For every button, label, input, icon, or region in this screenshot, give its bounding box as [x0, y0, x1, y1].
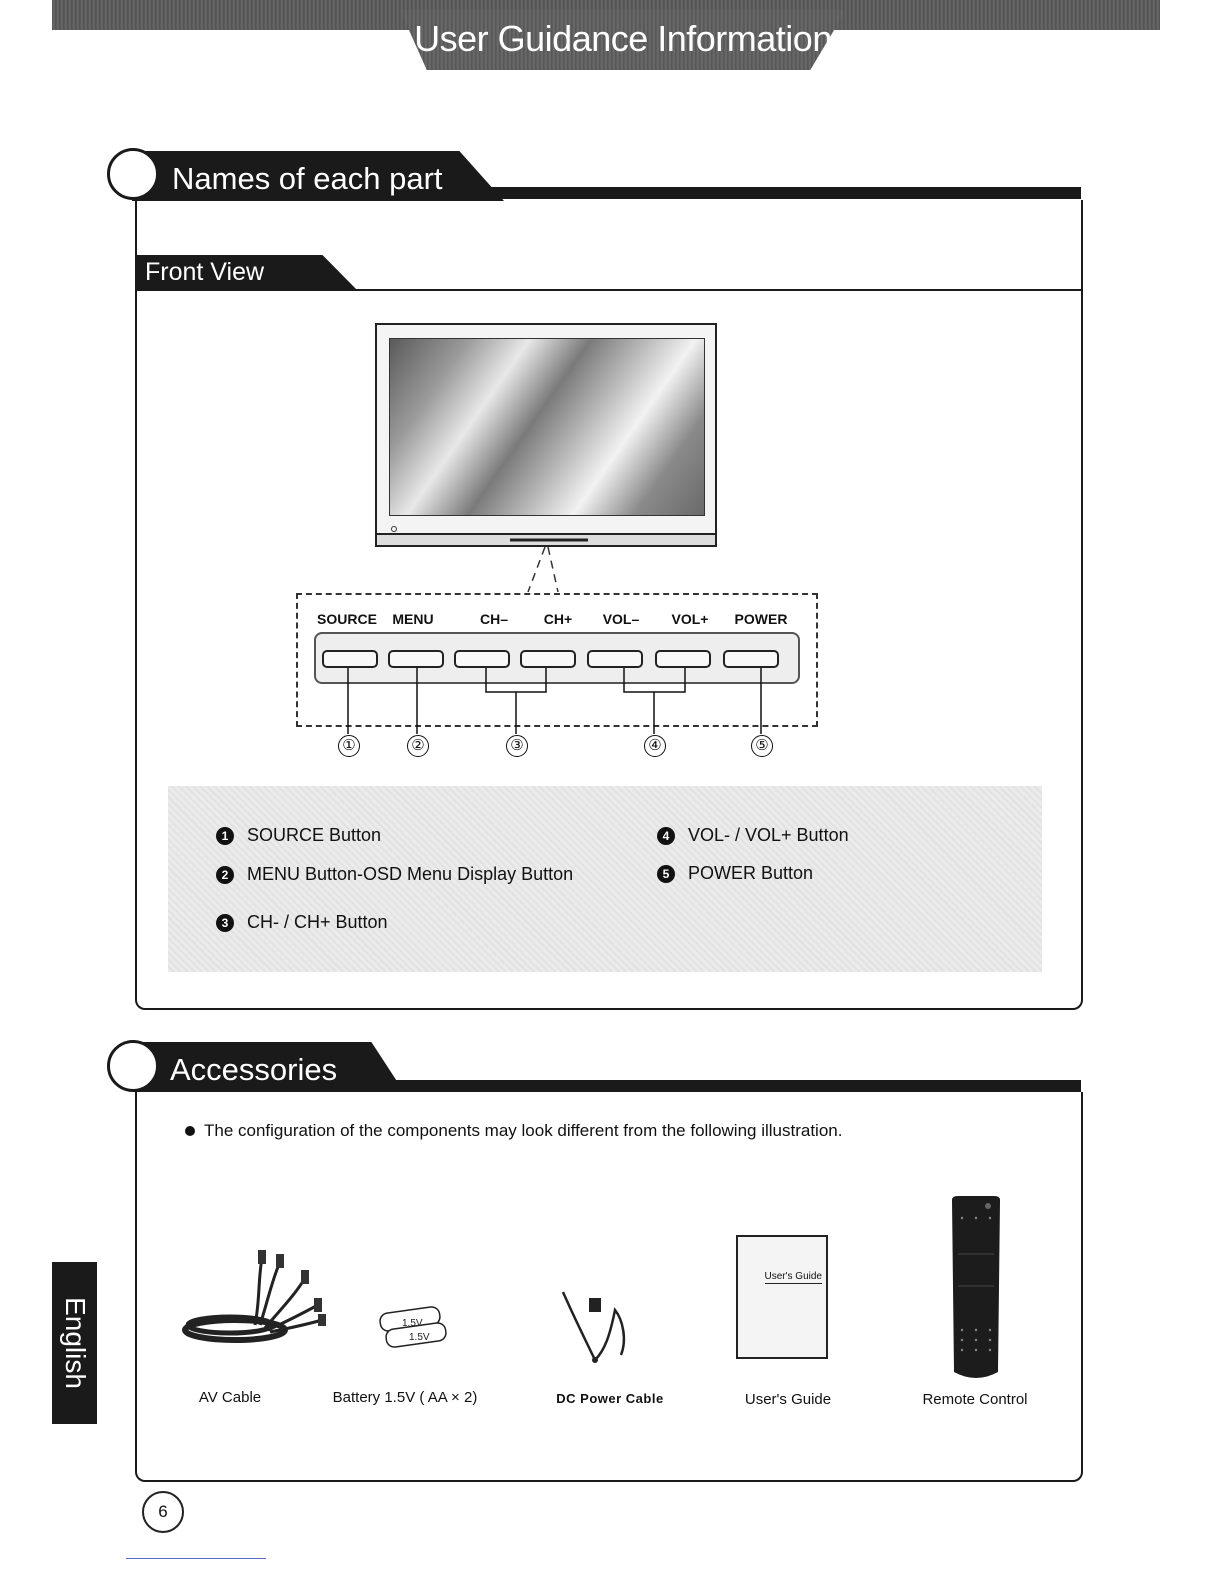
battery-label: Battery 1.5V ( AA × 2): [332, 1389, 478, 1406]
legend-bullet-1: 1: [216, 827, 234, 845]
callout-3: ③: [506, 735, 528, 757]
accessories-section-circle: [107, 1040, 159, 1092]
users-guide-cover-text: User's Guide: [764, 1271, 822, 1282]
legend-bullet-3: 3: [216, 914, 234, 932]
label-source: SOURCE: [317, 611, 377, 627]
legend-item-volume: [657, 825, 849, 846]
remote-control-label: Remote Control: [922, 1391, 1028, 1408]
legend-text-3: CH- / CH+ Button: [247, 912, 388, 932]
legend-bullet-4: 4: [657, 827, 675, 845]
label-power: POWER: [734, 611, 788, 627]
legend-item-power: [657, 863, 813, 884]
language-tab-label: [52, 1262, 97, 1424]
legend-bullet-5: 5: [657, 865, 675, 883]
parts-section-title: Names of each part: [172, 161, 443, 196]
accessories-note: [185, 1121, 842, 1141]
users-guide-image: [736, 1235, 828, 1359]
bullet-icon: [185, 1126, 195, 1136]
legend-text-5: POWER Button: [688, 863, 814, 883]
accessories-section-rule: [380, 1080, 1081, 1092]
label-vol-minus: VOL–: [602, 611, 640, 627]
av-cable-image: [180, 1250, 330, 1350]
callout-4: ④: [644, 735, 666, 757]
battery-image: [372, 1306, 456, 1352]
page-title: User Guidance Information: [414, 18, 832, 59]
users-guide-label: User's Guide: [744, 1391, 832, 1408]
front-view-title: Front View: [145, 258, 265, 286]
label-ch-plus: CH+: [543, 611, 573, 627]
battery-text-1: 1.5V: [402, 1318, 423, 1329]
dc-power-cable-image: [555, 1290, 635, 1370]
label-menu: MENU: [392, 611, 434, 627]
legend-bullet-2: 2: [216, 866, 234, 884]
legend-item-menu: [216, 864, 573, 885]
accessories-note-text: The configuration of the components may look different from the following illustration.: [204, 1121, 843, 1140]
legend-item-source: [216, 825, 381, 846]
callout-2: ②: [407, 735, 429, 757]
label-ch-minus: CH–: [479, 611, 508, 627]
legend-text-4: VOL- / VOL+ Button: [688, 825, 849, 845]
battery-text-2: 1.5V: [409, 1332, 430, 1343]
accessories-section-title: Accessories: [170, 1052, 338, 1087]
av-cable-label: AV Cable: [198, 1389, 262, 1406]
legend-text-1: SOURCE Button: [247, 825, 382, 845]
page-number: 6: [142, 1491, 184, 1533]
footer-line: [126, 1558, 266, 1559]
label-vol-plus: VOL+: [671, 611, 709, 627]
language-text: English: [59, 1297, 91, 1389]
dc-power-cable-label: DC Power Cable: [556, 1391, 664, 1406]
callout-5: ⑤: [751, 735, 773, 757]
legend-item-channel: [216, 912, 388, 933]
remote-control-image: [950, 1196, 1002, 1382]
legend-text-2: MENU Button-OSD Menu Display Button: [247, 864, 574, 884]
callout-1: ①: [338, 735, 360, 757]
